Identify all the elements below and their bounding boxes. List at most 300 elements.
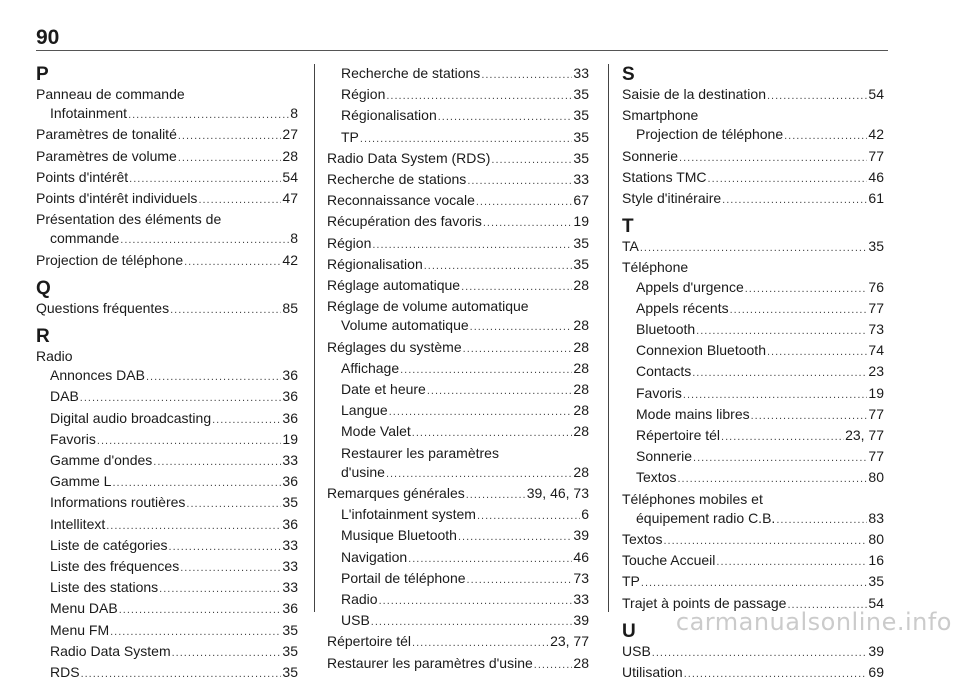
index-subentry[interactable]	[36, 599, 298, 620]
entry-page-ref: 33	[573, 591, 589, 608]
dot-leader	[427, 382, 573, 401]
entry-label: Remarques générales	[327, 485, 465, 502]
index-subentry[interactable]	[622, 320, 884, 341]
dot-leader	[112, 474, 281, 493]
entry-page-ref: 80	[868, 531, 884, 548]
entry-page-ref: 85	[282, 299, 298, 316]
entry-page-ref: 36	[282, 367, 298, 384]
index-entry[interactable]	[327, 654, 589, 675]
entry-page-ref: 35	[573, 234, 589, 251]
index-entry[interactable]	[327, 255, 589, 276]
entry-label: Répertoire tél	[636, 427, 721, 444]
index-subentry[interactable]	[327, 380, 589, 401]
index-subentry[interactable]	[622, 278, 884, 299]
entry-label: USB	[622, 642, 651, 659]
entry-page-ref: 46	[573, 548, 589, 565]
index-column-3	[622, 64, 884, 684]
entry-page-ref: 42	[868, 126, 884, 143]
header-rule	[36, 50, 888, 51]
dot-leader	[641, 574, 868, 593]
index-entry[interactable]	[327, 484, 589, 505]
index-subentry[interactable]	[622, 341, 884, 362]
entry-label: Points d'intérêt	[36, 168, 129, 185]
dot-leader	[159, 580, 281, 599]
entry-label: Informations routières	[50, 494, 186, 511]
entry-page-ref: 73	[573, 569, 589, 586]
dot-leader	[663, 532, 867, 551]
dot-leader	[477, 507, 580, 526]
index-entry[interactable]	[622, 189, 884, 210]
entry-label: Recherche de stations	[327, 171, 467, 188]
dot-leader	[716, 553, 867, 572]
page-number: 90	[36, 26, 60, 49]
entry-page-ref: 16	[868, 552, 884, 569]
index-entry[interactable]	[36, 189, 298, 210]
entry-label: Menu FM	[50, 621, 110, 638]
entry-label: L'infotainment system	[341, 506, 476, 523]
entry-page-ref: 36	[282, 600, 298, 617]
entry-label: Appels récents	[636, 299, 729, 316]
entry-label: Liste des stations	[50, 579, 159, 596]
dot-leader	[172, 644, 282, 663]
index-entry[interactable]	[327, 632, 589, 653]
entry-label: Reconnaissance vocale	[327, 192, 475, 209]
entry-page-ref: 69	[868, 664, 884, 681]
entry-label: Mode mains libres	[636, 405, 750, 422]
dot-leader	[466, 486, 526, 505]
entry-page-ref: 35	[282, 494, 298, 511]
column-divider-1	[314, 64, 315, 612]
index-subentry[interactable]	[36, 430, 298, 451]
index-subentry[interactable]	[36, 642, 298, 663]
entry-label: Date et heure	[341, 381, 426, 398]
index-subentry[interactable]	[327, 505, 589, 526]
dot-leader	[379, 592, 573, 611]
index-entry[interactable]	[36, 251, 298, 272]
watermark: carmanualsonline.info	[675, 608, 952, 636]
entry-page-ref: 28	[573, 338, 589, 355]
entry-page-ref: 77	[868, 147, 884, 164]
dot-leader	[386, 87, 572, 106]
dot-leader	[730, 301, 868, 320]
index-entry[interactable]	[36, 147, 298, 168]
entry-label: DAB	[50, 388, 79, 405]
entry-page-ref: 27	[282, 126, 298, 143]
entry-label: Liste des fréquences	[50, 558, 180, 575]
dot-leader	[677, 470, 867, 489]
index-entry[interactable]	[622, 85, 884, 106]
index-subentry[interactable]	[36, 578, 298, 599]
entry-label: Touche Accueil	[622, 552, 716, 569]
entry-page-ref: 28	[573, 277, 589, 294]
entry-page-ref: 73	[868, 321, 884, 338]
dot-leader	[400, 361, 572, 380]
entry-label: Stations TMC	[622, 168, 707, 185]
entry-page-ref: 74	[868, 342, 884, 359]
index-heading: Téléphone	[622, 259, 689, 276]
index-subentry[interactable]	[36, 229, 298, 250]
entry-label: Gamme L	[50, 473, 112, 490]
dot-leader	[128, 106, 289, 125]
entry-label: Appels d'urgence	[636, 278, 744, 295]
index-subentry[interactable]	[36, 387, 298, 408]
entry-page-ref: 39	[573, 527, 589, 544]
entry-label: RDS	[50, 664, 80, 681]
entry-label: Radio Data System (RDS)	[327, 149, 491, 166]
index-heading: Téléphones mobiles et	[622, 490, 763, 507]
entry-label: Région	[341, 86, 386, 103]
dot-leader	[178, 127, 282, 146]
index-entry[interactable]	[622, 572, 884, 593]
index-subentry[interactable]	[327, 64, 589, 85]
entry-page-ref: 35	[868, 573, 884, 590]
entry-label: Textos	[636, 469, 677, 486]
dot-leader	[722, 191, 867, 210]
index-subentry[interactable]	[36, 663, 298, 684]
index-entry[interactable]	[36, 299, 298, 320]
entry-label: Volume automatique	[341, 317, 469, 334]
entry-label: TP	[622, 573, 640, 590]
index-heading: Smartphone	[622, 107, 699, 124]
index-subentry[interactable]	[622, 426, 884, 447]
entry-page-ref: 77	[868, 448, 884, 465]
dot-leader	[467, 571, 573, 590]
dot-leader	[767, 343, 867, 362]
entry-page-ref: 28	[573, 423, 589, 440]
dot-leader	[81, 665, 282, 684]
index-column-1	[36, 64, 298, 684]
dot-leader	[438, 108, 573, 127]
entry-page-ref: 23	[868, 363, 884, 380]
index-subentry[interactable]	[327, 548, 589, 569]
entry-page-ref: 35	[868, 238, 884, 255]
entry-label: d'usine	[341, 463, 385, 480]
entry-page-ref: 35	[282, 621, 298, 638]
index-entry[interactable]	[327, 212, 589, 233]
dot-leader	[170, 301, 281, 320]
index-entry[interactable]	[622, 168, 884, 189]
dot-leader	[491, 151, 572, 170]
dot-leader	[386, 465, 572, 484]
dot-leader	[463, 340, 573, 359]
entry-page-ref: 6	[581, 506, 589, 523]
dot-leader	[110, 623, 281, 642]
dot-leader	[389, 403, 573, 422]
dot-leader	[412, 634, 549, 653]
entry-label: Région	[327, 234, 372, 251]
entry-page-ref: 80	[868, 469, 884, 486]
dot-leader	[745, 280, 868, 299]
entry-page-ref: 61	[868, 190, 884, 207]
index-heading: Restaurer les paramètres	[341, 444, 499, 461]
entry-page-ref: 23, 77	[845, 427, 884, 444]
entry-label: USB	[341, 612, 370, 629]
entry-label: Navigation	[341, 548, 408, 565]
entry-label: Sonnerie	[636, 448, 693, 465]
dot-leader	[776, 511, 867, 530]
dot-leader	[461, 278, 572, 297]
dot-leader	[534, 656, 573, 675]
entry-label: Portail de téléphone	[341, 569, 466, 586]
section-letter: Q	[36, 277, 51, 299]
dot-leader	[371, 613, 573, 632]
entry-label: Menu DAB	[50, 600, 118, 617]
index-entry[interactable]	[622, 530, 884, 551]
index-subentry[interactable]	[36, 557, 298, 578]
entry-page-ref: 33	[282, 452, 298, 469]
index-subentry[interactable]	[36, 621, 298, 642]
dot-leader	[708, 170, 868, 189]
entry-label: Projection de téléphone	[36, 251, 184, 268]
dot-leader	[751, 407, 868, 426]
section-letter: R	[36, 326, 50, 348]
index-entry[interactable]	[622, 147, 884, 168]
entry-label: Récupération des favoris	[327, 213, 482, 230]
dot-leader	[106, 517, 281, 536]
entry-label: Régionalisation	[341, 107, 437, 124]
entry-label: Réglages du système	[327, 338, 462, 355]
index-entry[interactable]	[327, 170, 589, 191]
entry-page-ref: 28	[282, 147, 298, 164]
index-subentry[interactable]	[327, 569, 589, 590]
index-entry[interactable]	[327, 276, 589, 297]
index-subentry[interactable]	[36, 104, 298, 125]
index-heading: Réglage de volume automatique	[327, 298, 529, 315]
index-subentry[interactable]	[622, 299, 884, 320]
dot-leader	[372, 236, 572, 255]
entry-page-ref: 36	[282, 388, 298, 405]
dot-leader	[470, 318, 573, 337]
entry-page-ref: 39	[573, 612, 589, 629]
dot-leader	[696, 322, 867, 341]
index-entry[interactable]	[36, 168, 298, 189]
entry-page-ref: 28	[573, 317, 589, 334]
dot-leader	[458, 528, 572, 547]
entry-label: Questions fréquentes	[36, 299, 170, 316]
index-subentry[interactable]	[327, 106, 589, 127]
entry-page-ref: 8	[290, 230, 298, 247]
index-subentry[interactable]	[36, 472, 298, 493]
entry-label: Régionalisation	[327, 255, 423, 272]
index-subentry[interactable]	[327, 316, 589, 337]
entry-label: Favoris	[50, 430, 96, 447]
index-subentry[interactable]	[622, 468, 884, 489]
entry-page-ref: 36	[282, 473, 298, 490]
entry-page-ref: 28	[573, 463, 589, 480]
entry-label: TP	[341, 128, 359, 145]
entry-label: Mode Valet	[341, 423, 411, 440]
index-subentry[interactable]	[327, 590, 589, 611]
index-subentry[interactable]	[327, 463, 589, 484]
dot-leader	[178, 149, 282, 168]
index-subentry[interactable]	[327, 611, 589, 632]
index-subentry[interactable]	[327, 401, 589, 422]
entry-page-ref: 8	[290, 105, 298, 122]
entry-page-ref: 35	[282, 642, 298, 659]
entry-label: commande	[50, 230, 120, 247]
index-entry[interactable]	[36, 125, 298, 146]
index-subentry[interactable]	[327, 359, 589, 380]
dot-leader	[408, 550, 572, 569]
entry-label: Langue	[341, 402, 388, 419]
index-entry[interactable]	[622, 642, 884, 663]
entry-page-ref: 28	[573, 402, 589, 419]
column-divider-2	[608, 64, 609, 612]
entry-label: Réglage automatique	[327, 277, 461, 294]
entry-label: Digital audio broadcasting	[50, 409, 212, 426]
entry-page-ref: 42	[282, 251, 298, 268]
dot-leader	[684, 665, 868, 684]
index-subentry[interactable]	[622, 447, 884, 468]
entry-label: Sonnerie	[622, 147, 679, 164]
dot-leader	[784, 127, 867, 146]
entry-label: Musique Bluetooth	[341, 527, 457, 544]
dot-leader	[169, 538, 282, 557]
entry-page-ref: 28	[573, 359, 589, 376]
entry-label: Connexion Bluetooth	[636, 342, 766, 359]
dot-leader	[652, 644, 868, 663]
section-letter: S	[622, 64, 635, 85]
entry-page-ref: 33	[282, 579, 298, 596]
entry-page-ref: 77	[868, 299, 884, 316]
dot-leader	[767, 87, 867, 106]
dot-leader	[184, 253, 281, 272]
entry-page-ref: 19	[573, 213, 589, 230]
entry-page-ref: 36	[282, 409, 298, 426]
index-entry[interactable]	[622, 663, 884, 684]
entry-page-ref: 67	[573, 192, 589, 209]
entry-page-ref: 19	[868, 384, 884, 401]
index-subentry[interactable]	[36, 493, 298, 514]
entry-label: équipement radio C.B.	[636, 509, 776, 526]
entry-label: Gamme d'ondes	[50, 452, 153, 469]
dot-leader	[186, 495, 281, 514]
entry-page-ref: 35	[573, 128, 589, 145]
dot-leader	[80, 389, 282, 408]
dot-leader	[481, 66, 572, 85]
index-heading: Radio	[36, 348, 73, 365]
index-subentry[interactable]	[327, 128, 589, 149]
dot-leader	[483, 214, 573, 233]
entry-page-ref: 77	[868, 405, 884, 422]
index-subentry[interactable]	[327, 422, 589, 443]
dot-leader	[120, 231, 289, 250]
entry-page-ref: 39	[868, 642, 884, 659]
index-entry[interactable]	[622, 551, 884, 572]
dot-leader	[679, 149, 867, 168]
entry-page-ref: 35	[573, 149, 589, 166]
dot-leader	[198, 191, 281, 210]
entry-label: Bluetooth	[636, 321, 696, 338]
index-subentry[interactable]	[36, 366, 298, 387]
entry-label: TA	[622, 238, 639, 255]
entry-page-ref: 23, 77	[550, 633, 589, 650]
index-subentry[interactable]	[36, 409, 298, 430]
entry-page-ref: 19	[282, 430, 298, 447]
entry-label: Paramètres de tonalité	[36, 126, 177, 143]
index-entry[interactable]	[327, 149, 589, 170]
entry-page-ref: 39, 46, 73	[526, 485, 589, 502]
index-subentry[interactable]	[622, 125, 884, 146]
entry-page-ref: 33	[573, 65, 589, 81]
index-entry[interactable]	[327, 234, 589, 255]
dot-leader	[424, 257, 573, 276]
section-letter: P	[36, 64, 49, 85]
entry-page-ref: 33	[282, 536, 298, 553]
index-subentry[interactable]	[622, 405, 884, 426]
dot-leader	[119, 601, 282, 620]
entry-label: Liste de catégories	[50, 536, 168, 553]
entry-page-ref: 36	[282, 515, 298, 532]
entry-label: Paramètres de volume	[36, 147, 177, 164]
entry-label: Projection de téléphone	[636, 126, 784, 143]
entry-label: Infotainment	[50, 105, 128, 122]
entry-page-ref: 35	[573, 107, 589, 124]
dot-leader	[692, 364, 867, 383]
index-heading: Panneau de commande	[36, 86, 185, 102]
entry-label: Trajet à points de passage	[622, 594, 787, 611]
entry-label: Saisie de la destination	[622, 86, 766, 102]
entry-label: Annonces DAB	[50, 367, 145, 384]
entry-page-ref: 47	[282, 190, 298, 207]
dot-leader	[360, 130, 573, 149]
index-subentry[interactable]	[622, 362, 884, 383]
index-heading: Présentation des éléments de	[36, 211, 222, 228]
index-subentry[interactable]	[327, 85, 589, 106]
index-subentry[interactable]	[327, 526, 589, 547]
index-entry[interactable]	[327, 338, 589, 359]
dot-leader	[721, 428, 844, 447]
dot-leader	[129, 170, 281, 189]
entry-page-ref: 83	[868, 509, 884, 526]
entry-label: Radio	[341, 591, 378, 608]
index-subentry[interactable]	[622, 509, 884, 530]
index-subentry[interactable]	[36, 536, 298, 557]
entry-page-ref: 28	[573, 381, 589, 398]
entry-page-ref: 35	[573, 255, 589, 272]
entry-page-ref: 33	[282, 558, 298, 575]
dot-leader	[640, 239, 868, 258]
index-subentry[interactable]	[36, 451, 298, 472]
entry-page-ref: 35	[282, 664, 298, 681]
entry-page-ref: 54	[868, 594, 884, 611]
entry-label: Restaurer les paramètres d'usine	[327, 654, 533, 671]
dot-leader	[693, 449, 867, 468]
entry-label: Favoris	[636, 384, 682, 401]
index-subentry[interactable]	[622, 384, 884, 405]
dot-leader	[97, 432, 282, 451]
entry-page-ref: 28	[573, 654, 589, 671]
index-entry[interactable]	[327, 191, 589, 212]
section-letter: U	[622, 620, 636, 642]
entry-label: Répertoire tél	[327, 633, 412, 650]
index-column-2	[327, 64, 589, 675]
entry-label: Textos	[622, 531, 663, 548]
dot-leader	[180, 559, 281, 578]
index-subentry[interactable]	[36, 515, 298, 536]
entry-page-ref: 46	[868, 168, 884, 185]
entry-label: Points d'intérêt individuels	[36, 190, 198, 207]
dot-leader	[467, 172, 572, 191]
entry-page-ref: 35	[573, 86, 589, 103]
dot-leader	[683, 386, 868, 405]
entry-label: Utilisation	[622, 664, 683, 681]
entry-label: Intellitext	[50, 515, 106, 532]
entry-label: Contacts	[636, 363, 692, 380]
entry-label: Style d'itinéraire	[622, 190, 722, 207]
index-entry[interactable]	[622, 237, 884, 258]
entry-label: Affichage	[341, 359, 400, 376]
